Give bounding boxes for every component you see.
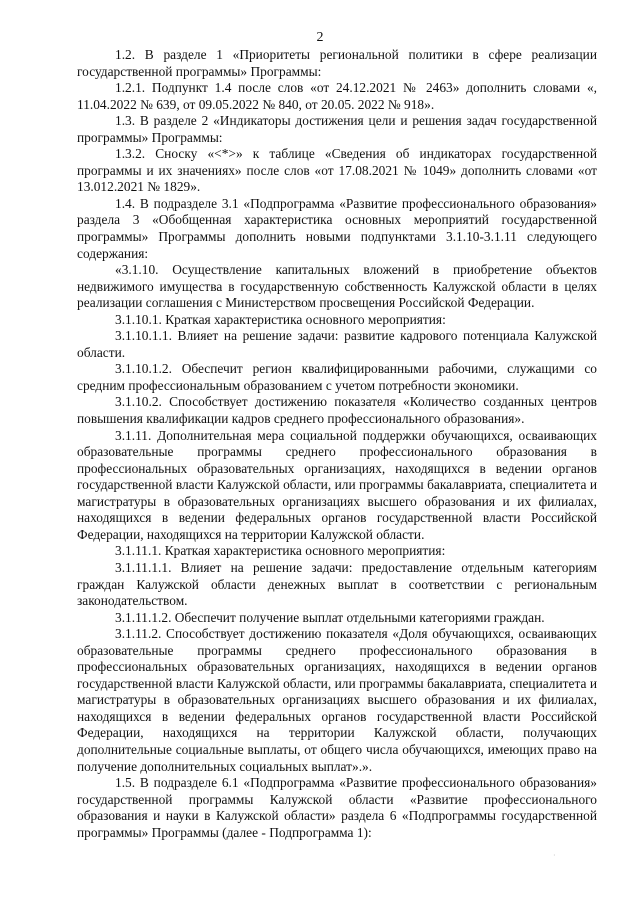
paragraph-3-1-11-1-1: 3.1.11.1.1. Влияет на решение задачи: предоставление отдельным категориям граждан Калужской области денежных выплат в соответствии с региональным законодательством. (77, 559, 597, 609)
paragraph-3-1-11-1-2: 3.1.11.1.2. Обеспечит получение выплат отдельными категориями граждан. (115, 609, 545, 625)
paragraph-3-1-10-2: 3.1.10.2. Способствует достижению показателя «Количество созданных центров повышения квалификации кадров среднего профессионального образования». (77, 394, 597, 427)
corner-mark: · (553, 851, 556, 860)
paragraph-3-1-10-1-2: 3.1.10.1.2. Обеспечит регион квалифицированными рабочими, служащими со средним профессиональным образованием с учетом потребности экономики. (77, 361, 597, 393)
paragraph-1-3: 1.3. В разделе 2 «Индикаторы достижения цели и решения задач государственной программы» Программы: (77, 113, 597, 145)
paragraph-1-5: 1.5. В подразделе 6.1 «Подпрограмма «Развитие профессионального образования» государственной программы Калужской области «Развитие профессионального образования и науки в Калужской области» раздела 6 «Подпрограммы государственной программы» Программы (далее - Подпрограмма 1): (77, 775, 597, 840)
paragraph-3-1-10: «3.1.10. Осуществление капитальных вложений в приобретение объектов недвижимого имущества в государственную собственность Калужской области в целях реализации соглашения с Министерством просвещения Российской Федерации. (77, 262, 597, 311)
paragraph-3-1-11: 3.1.11. Дополнительная мера социальной поддержки обучающихся, осваивающих образовательные программы среднего профессионального образования в профессиональных образовательных организациях, находящихся в ведении органов государственной власти Калужской области, или программы бакалавриата, специалитета и магистратуры в образовательных организациях высшего образования и их филиалах, находящихся в ведении федеральных органов государственной власти Российской Федерации, находящихся на территории Калужской области. (77, 427, 597, 542)
paragraph-1-2-1: 1.2.1. Подпункт 1.4 после слов «от 24.12.2021 № 2463» дополнить словами «, 11.04.2022 № 639, от 09.05.2022 № 840, от 20.05. 2022 № 918». (77, 80, 597, 112)
document-body (77, 47, 597, 841)
page-number: 2 (316, 30, 324, 45)
paragraph-1-3-2: 1.3.2. Сноску «<*>» к таблице «Сведения об индикаторах государственной программы и их значениях» после слов «от 17.08.2021 № 1049» дополнить словами «от 13.012.2021 № 1829». (77, 146, 597, 195)
paragraph-3-1-10-1-1: 3.1.10.1.1. Влияет на решение задачи: развитие кадрового потенциала Калужской области. (77, 328, 597, 360)
paragraph-3-1-10-1: 3.1.10.1. Краткая характеристика основного мероприятия: (115, 311, 446, 327)
paragraph-3-1-11-2: 3.1.11.2. Способствует достижению показателя «Доля обучающихся, осваивающих образовательные программы среднего профессионального образования в профессиональных образовательных организациях, находящихся в ведении органов государственной власти Калужской области, или программы бакалавриата, специалитета и магистратуры в образовательных организациях высшего образования и их филиалах, находящихся в ведении федеральных органов государственной власти Российской Федерации, находящихся на территории Калужской области, получающих дополнительные социальные выплаты, от общего числа обучающихся, имеющих право на получение дополнительных социальных выплат».». (77, 626, 597, 774)
paragraph-1-2: 1.2. В разделе 1 «Приоритеты региональной политики в сфере реализации государственной программы» Программы: (77, 47, 597, 79)
paragraph-1-4: 1.4. В подразделе 3.1 «Подпрограмма «Развитие профессионального образования» раздела 3 «Обобщенная характеристика основных мероприятий государственной программы» Программы дополнить новыми подпунктами 3.1.10-3.1.11 следующего содержания: (77, 195, 597, 261)
paragraph-3-1-11-1: 3.1.11.1. Краткая характеристика основного мероприятия: (115, 543, 446, 559)
